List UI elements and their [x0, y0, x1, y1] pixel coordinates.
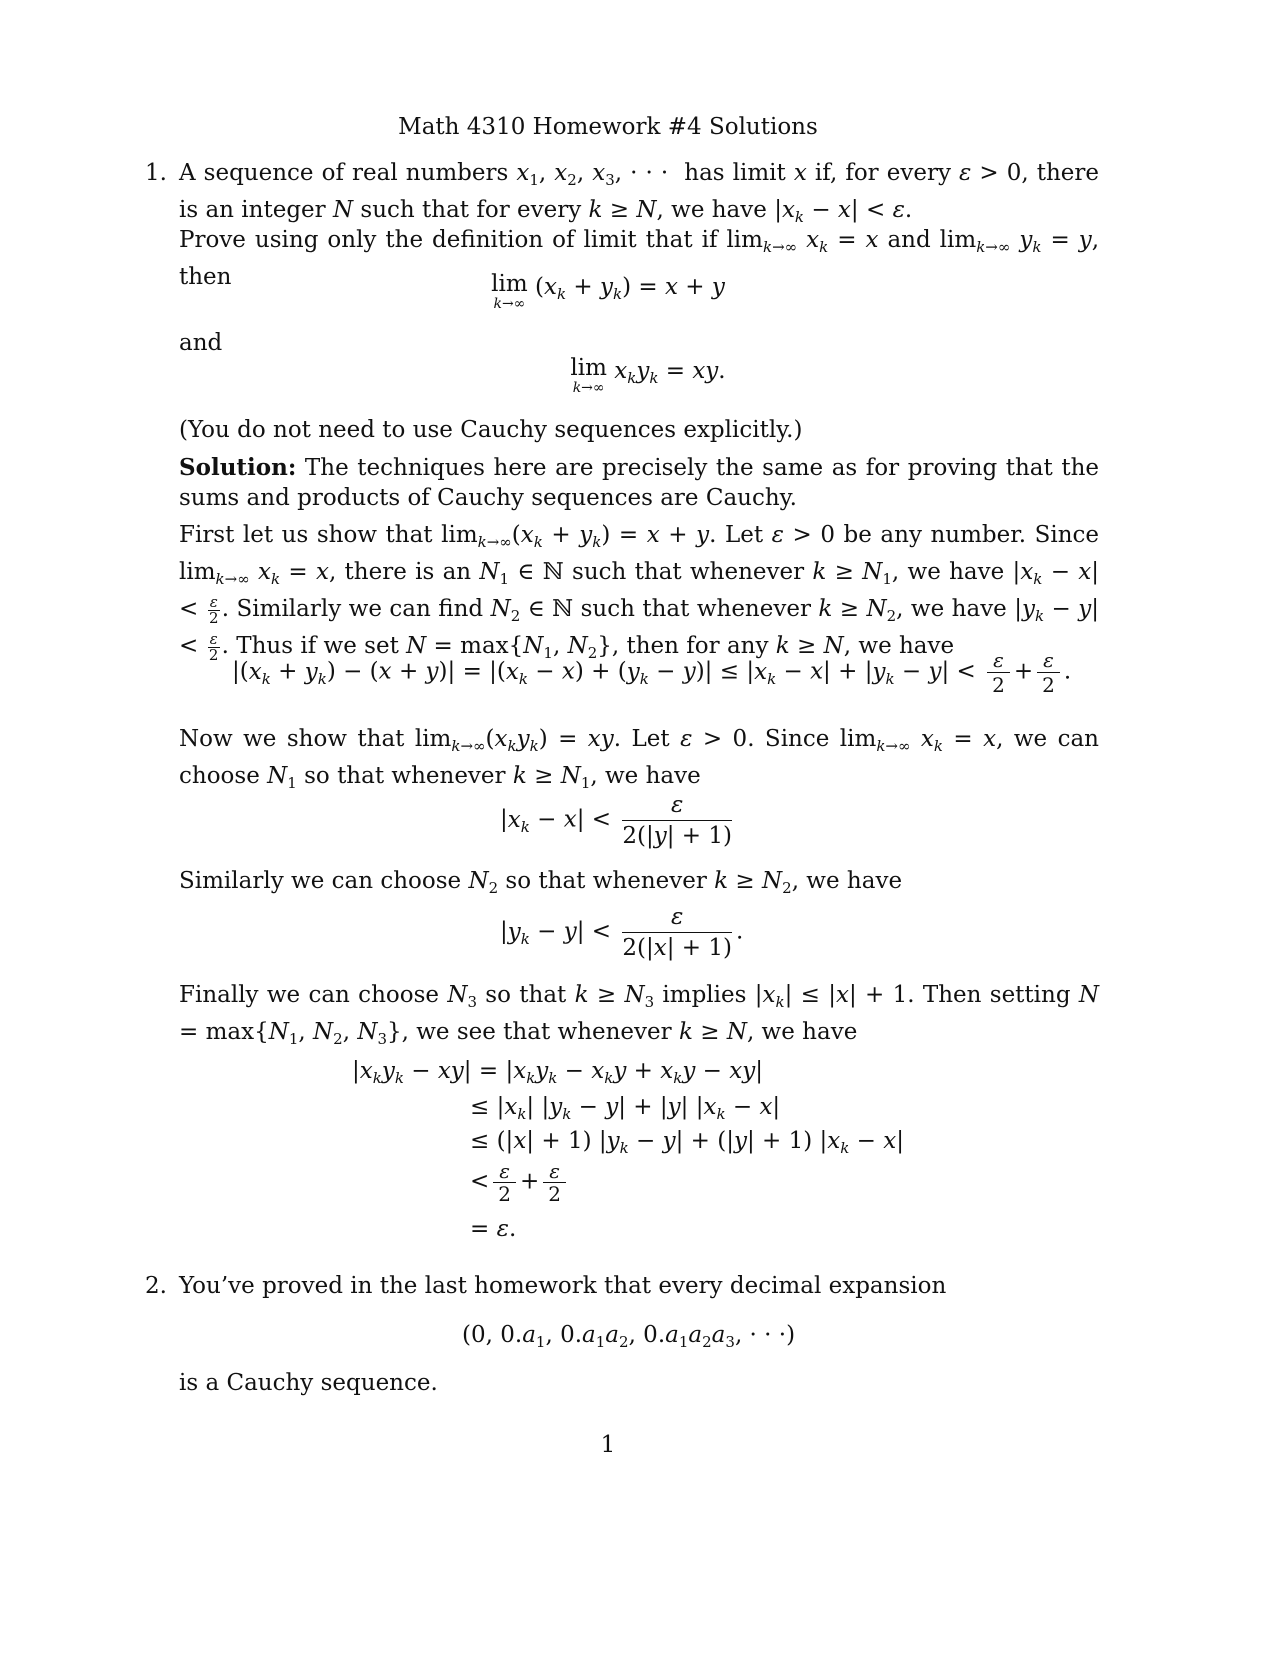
solution-intro — [179, 453, 1099, 513]
equation-y-bound: $|y_k - y|$ < $\frac{\varepsilon}{2(|x| + 1)}$ . — [500, 904, 744, 961]
chain-line-3: ≤ (|x| + 1) $|y_k - y| + (|y| + 1) |x_k - x|$ — [470, 1128, 905, 1157]
and-text: and — [179, 330, 223, 356]
sum-proof-paragraph: First let us show that $\lim_{k\to\infty}(x_k + y_k) = x + y$. Let ε > 0 be any number. Since $\lim_{k\to\infty} x_k = x$, there is an $N_1$ ∈ ℕ such that whenever $k \ge N_1$, we have $|x_k - x|$ < $\frac{\varepsilon}{2}$ . Similarly we can find $N_2$ ∈ ℕ such that whenever $k \ge N_2$, we have $|y_k - y|$ < $\frac{\varepsilon}{2}$ . Thus if we set $N = \max\{N_1$, $N_2$}, then for any k ≥ N, we have — [179, 522, 1100, 664]
cauchy-note: (You do not need to use Cauchy sequences explicitly.) — [179, 417, 803, 443]
problem-1-number: 1. — [145, 160, 167, 186]
problem-1-definition: A sequence of real numbers $x_1$, $x_2$, $x_3$, · · · has limit x if, for every ε > 0, there is an integer N such that for every k ≥ N, we have $|x_k - x| < \varepsilon$. — [179, 160, 1100, 226]
equation-sum-limit: lim k→∞ $(x_k + y_k) = x + y$ — [491, 271, 725, 312]
equation-product-limit: lim k→∞ $x_ky_k$ = xy. — [570, 355, 726, 396]
page-number: 1 — [600, 1432, 616, 1458]
similarly-paragraph: Similarly we can choose $N_2$ so that whenever $k \ge N_2$, we have — [179, 868, 903, 897]
lim-subscript: k→∞ — [493, 296, 526, 312]
problem-2-tail: is a Cauchy sequence. — [179, 1370, 438, 1396]
equation-triangle-inequality: $|(x_k + y_k) - (x + y)| = |(x_k - x) + (y_k - y)| \le |x_k - x| + |y_k - y|$ < $\frac{\varepsilon}{2}$ + $\frac{\varepsilon}{2}$ . — [232, 648, 1072, 697]
product-proof-paragraph: Now we show that $\lim_{k\to\infty}(x_ky_k)$ = xy. Let ε > 0. Since $\lim_{k\to\infty} x_k = x$, we can choose $N_1$ so that whenever $k \ge N_1$, we have — [179, 726, 1099, 792]
equation-decimal-sequence: (0, $0.a_1$, $0.a_1a_2$, $0.a_1a_2a_3$, · · ·) — [462, 1322, 796, 1351]
finally-paragraph: Finally we can choose $N_3$ so that $k \ge N_3$ implies $|x_k| \le |x| + 1$. Then setting $N = \max\{N_1$, $N_2$, $N_3$}, we see that whenever k ≥ N, we have — [179, 982, 1099, 1048]
solution-intro-text: The techniques here are precisely the same as for proving that the sums and products of Cauchy sequences are Cauchy. — [179, 455, 1100, 511]
chain-line-4: < $\frac{\varepsilon}{2}$ + $\frac{\varepsilon}{2}$ — [470, 1160, 570, 1205]
chain-line-5: = ε. — [470, 1216, 517, 1242]
equation-x-bound: $|x_k - x|$ < $\frac{\varepsilon}{2(|y| + 1)}$ — [500, 792, 732, 849]
problem-2-number: 2. — [145, 1273, 167, 1299]
page-title: Math 4310 Homework #4 Solutions — [398, 114, 818, 140]
chain-line-1: $|x_ky_k - xy| = |x_ky_k - x_ky + x_ky - xy|$ — [352, 1058, 763, 1087]
solution-label: Solution: — [179, 454, 297, 481]
problem-1-prove-statement: Prove using only the definition of limit that if $\lim_{k\to\infty} x_k = x$ and $\lim_{k\to\infty} y_k = y$, then — [179, 227, 1100, 290]
problem-2-intro: You’ve proved in the last homework that every decimal expansion — [179, 1273, 947, 1299]
chain-line-2: ≤ $|x_k|$ $|y_k - y| + |y|$ $|x_k - x|$ — [470, 1094, 781, 1123]
